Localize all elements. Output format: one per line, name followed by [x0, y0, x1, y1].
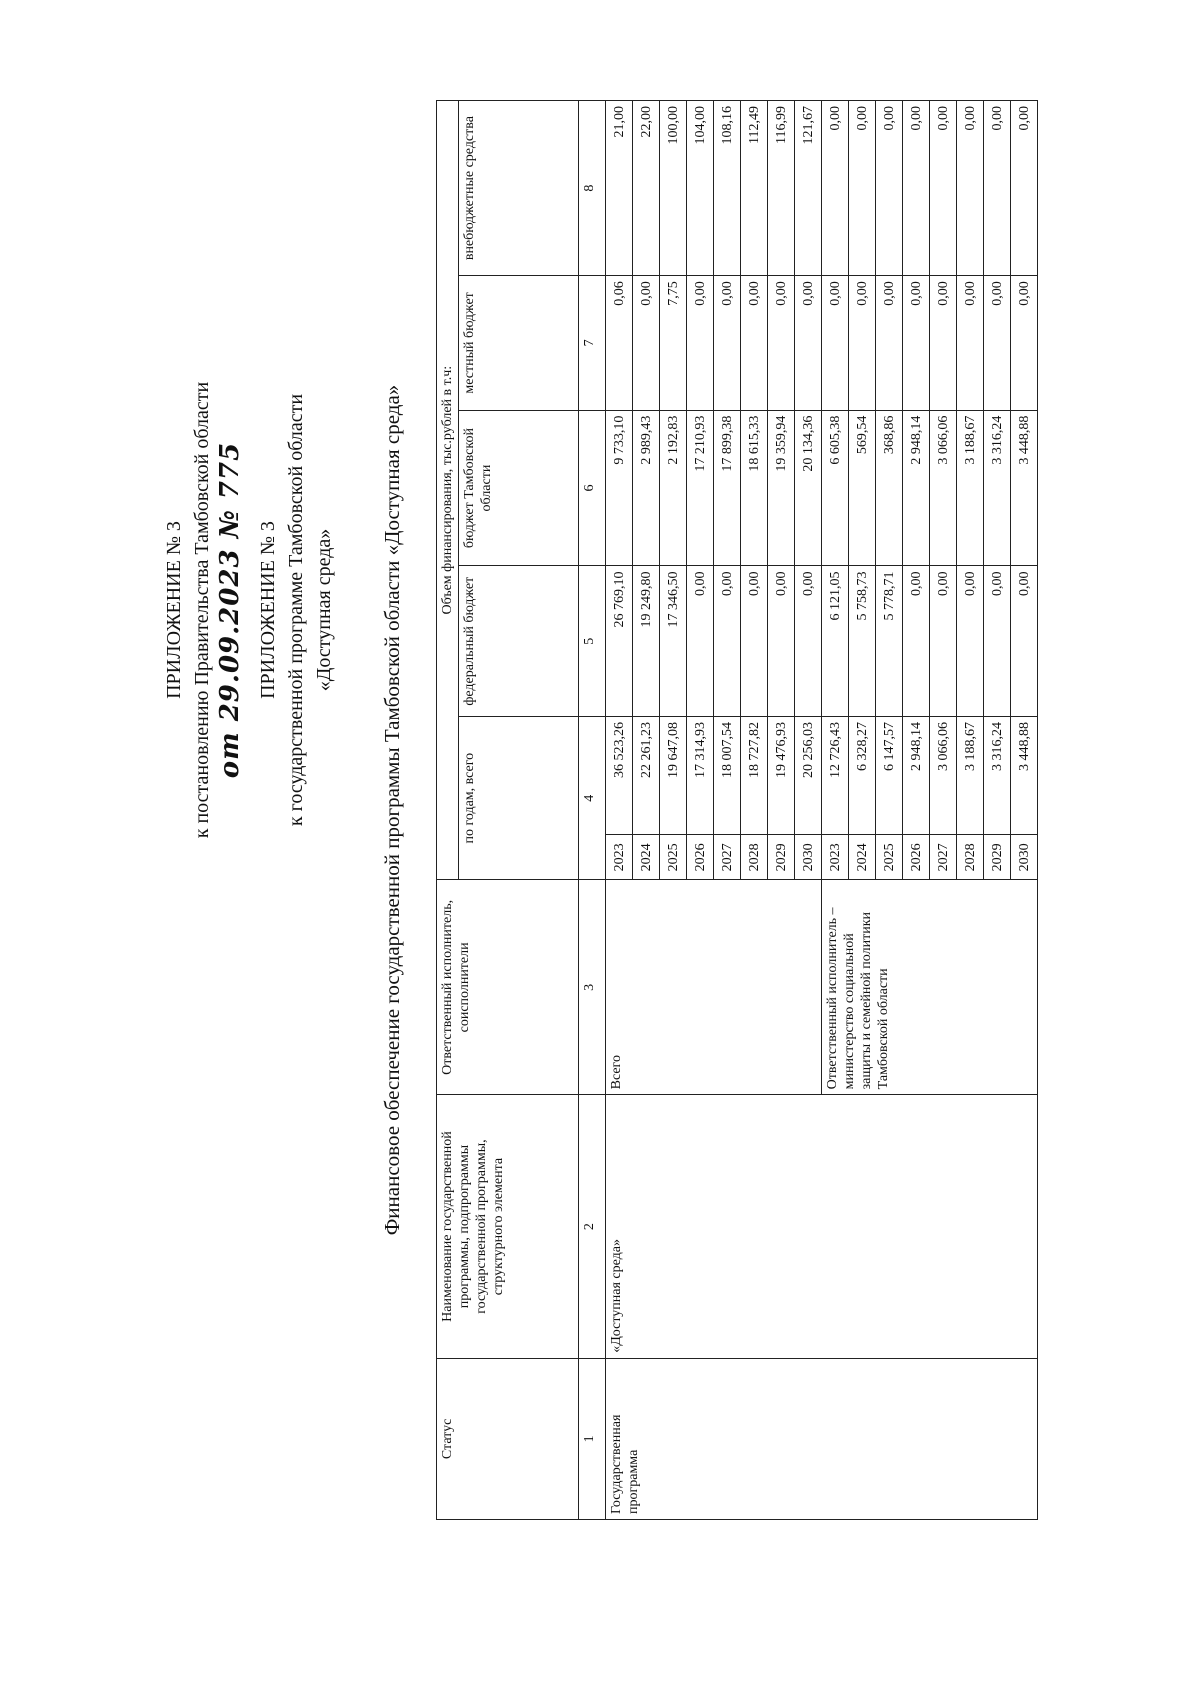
regional-amount-cell: 19 359,94: [768, 410, 795, 566]
federal-amount-cell: 0,00: [741, 566, 768, 717]
extra-amount-cell: 21,00: [606, 101, 633, 276]
regional-amount-cell: 3 316,24: [984, 410, 1011, 566]
total-amount-cell: 17 314,93: [687, 716, 714, 834]
federal-amount-cell: 0,00: [768, 566, 795, 717]
responsible-cell: Ответственный исполнитель – министерство социальной защиты и семейной политики Тамбовской области: [822, 880, 1038, 1095]
year-cell: 2029: [984, 835, 1011, 880]
status-cell: Государственная программа: [606, 1358, 1038, 1519]
federal-amount-cell: 5 758,73: [849, 566, 876, 717]
column-index: 5: [579, 566, 606, 717]
federal-amount-cell: 6 121,05: [822, 566, 849, 717]
local-amount-cell: 0,00: [930, 276, 957, 410]
column-index: 7: [579, 276, 606, 410]
federal-amount-cell: 17 346,50: [660, 566, 687, 717]
local-amount-cell: 0,00: [768, 276, 795, 410]
total-amount-cell: 18 727,82: [741, 716, 768, 834]
total-amount-cell: 36 523,26: [606, 716, 633, 834]
year-cell: 2027: [930, 835, 957, 880]
local-amount-cell: 0,00: [822, 276, 849, 410]
federal-amount-cell: 0,00: [984, 566, 1011, 717]
year-cell: 2026: [903, 835, 930, 880]
year-cell: 2030: [1011, 835, 1038, 880]
total-amount-cell: 20 256,03: [795, 716, 822, 834]
local-amount-cell: 0,00: [714, 276, 741, 410]
appendix-header: [160, 310, 338, 910]
federal-amount-cell: 5 778,71: [876, 566, 903, 717]
year-cell: 2028: [741, 835, 768, 880]
header-federal: федеральный бюджет: [459, 566, 579, 717]
regional-amount-cell: 569,54: [849, 410, 876, 566]
column-index: 4: [579, 716, 606, 879]
decree-date-handwritten: от 29.09.2023 № 775: [215, 441, 245, 779]
header-status: Статус: [437, 1358, 579, 1519]
header-extra: внебюджетные средства: [459, 101, 579, 276]
header-total: по годам, всего: [459, 716, 579, 879]
extra-amount-cell: 0,00: [876, 101, 903, 276]
regional-amount-cell: 3 188,67: [957, 410, 984, 566]
extra-amount-cell: 0,00: [1011, 101, 1038, 276]
local-amount-cell: 0,00: [741, 276, 768, 410]
regional-amount-cell: 6 605,38: [822, 410, 849, 566]
column-index: 8: [579, 101, 606, 276]
regional-amount-cell: 18 615,33: [741, 410, 768, 566]
local-amount-cell: 0,00: [687, 276, 714, 410]
federal-amount-cell: 0,00: [903, 566, 930, 717]
header-local: местный бюджет: [459, 276, 579, 410]
local-amount-cell: 0,00: [1011, 276, 1038, 410]
year-cell: 2023: [822, 835, 849, 880]
regional-amount-cell: 20 134,36: [795, 410, 822, 566]
program-name: «Доступная среда»: [313, 528, 335, 692]
extra-amount-cell: 121,67: [795, 101, 822, 276]
year-cell: 2029: [768, 835, 795, 880]
total-amount-cell: 6 328,27: [849, 716, 876, 834]
federal-amount-cell: 0,00: [930, 566, 957, 717]
decree-reference: к постановлению Правительства Тамбовской области: [191, 381, 213, 839]
year-cell: 2026: [687, 835, 714, 880]
header-volume: Объем финансирования, тыс.рублей в т.ч:: [437, 101, 459, 880]
federal-amount-cell: 0,00: [714, 566, 741, 717]
header-spacer: [244, 310, 254, 910]
regional-amount-cell: 2 989,43: [633, 410, 660, 566]
extra-amount-cell: 0,00: [984, 101, 1011, 276]
local-amount-cell: 0,00: [633, 276, 660, 410]
year-cell: 2030: [795, 835, 822, 880]
local-amount-cell: 0,00: [795, 276, 822, 410]
local-amount-cell: 0,00: [984, 276, 1011, 410]
total-amount-cell: 3 066,06: [930, 716, 957, 834]
regional-amount-cell: 9 733,10: [606, 410, 633, 566]
regional-amount-cell: 2 948,14: [903, 410, 930, 566]
regional-amount-cell: 3 448,88: [1011, 410, 1038, 566]
header-regional: бюджет Тамбовской области: [459, 410, 579, 566]
total-amount-cell: 18 007,54: [714, 716, 741, 834]
total-amount-cell: 2 948,14: [903, 716, 930, 834]
program-name-cell: «Доступная среда»: [606, 1095, 1038, 1358]
extra-amount-cell: 100,00: [660, 101, 687, 276]
federal-amount-cell: 19 249,80: [633, 566, 660, 717]
extra-amount-cell: 104,00: [687, 101, 714, 276]
regional-amount-cell: 3 066,06: [930, 410, 957, 566]
year-cell: 2024: [633, 835, 660, 880]
extra-amount-cell: 0,00: [930, 101, 957, 276]
header-name: Наименование государственной программы, подпрограммы государственной программы, структурного элемента: [437, 1095, 579, 1358]
total-amount-cell: 3 316,24: [984, 716, 1011, 834]
extra-amount-cell: 0,00: [822, 101, 849, 276]
local-amount-cell: 0,06: [606, 276, 633, 410]
federal-amount-cell: 0,00: [957, 566, 984, 717]
extra-amount-cell: 0,00: [957, 101, 984, 276]
year-cell: 2025: [876, 835, 903, 880]
column-index-row: [579, 101, 606, 1520]
total-amount-cell: 3 448,88: [1011, 716, 1038, 834]
total-amount-cell: 19 647,08: [660, 716, 687, 834]
federal-amount-cell: 0,00: [687, 566, 714, 717]
rotated-page: [60, 70, 1060, 1550]
column-index: 1: [579, 1358, 606, 1519]
total-amount-cell: 6 147,57: [876, 716, 903, 834]
table-row: [606, 101, 633, 1520]
year-cell: 2025: [660, 835, 687, 880]
extra-amount-cell: 0,00: [903, 101, 930, 276]
local-amount-cell: 0,00: [957, 276, 984, 410]
local-amount-cell: 0,00: [903, 276, 930, 410]
financing-table-body: [606, 101, 1038, 1520]
extra-amount-cell: 0,00: [849, 101, 876, 276]
regional-amount-cell: 2 192,83: [660, 410, 687, 566]
responsible-cell: Всего: [606, 880, 822, 1095]
local-amount-cell: 7,75: [660, 276, 687, 410]
regional-amount-cell: 17 899,38: [714, 410, 741, 566]
total-amount-cell: 22 261,23: [633, 716, 660, 834]
total-amount-cell: 19 476,93: [768, 716, 795, 834]
year-cell: 2028: [957, 835, 984, 880]
regional-amount-cell: 17 210,93: [687, 410, 714, 566]
document-title: Финансовое обеспечение государственной программы Тамбовской области «Доступная среда»: [380, 384, 404, 1236]
total-amount-cell: 3 188,67: [957, 716, 984, 834]
extra-amount-cell: 116,99: [768, 101, 795, 276]
federal-amount-cell: 0,00: [1011, 566, 1038, 717]
year-cell: 2024: [849, 835, 876, 880]
extra-amount-cell: 112,49: [741, 101, 768, 276]
column-index: 6: [579, 410, 606, 566]
federal-amount-cell: 0,00: [795, 566, 822, 717]
total-amount-cell: 12 726,43: [822, 716, 849, 834]
appendix-number: ПРИЛОЖЕНИЕ № 3: [163, 521, 185, 699]
local-amount-cell: 0,00: [849, 276, 876, 410]
column-index: 3: [579, 880, 606, 1095]
financing-table: [436, 100, 1038, 1520]
year-cell: 2023: [606, 835, 633, 880]
extra-amount-cell: 22,00: [633, 101, 660, 276]
federal-amount-cell: 26 769,10: [606, 566, 633, 717]
local-amount-cell: 0,00: [876, 276, 903, 410]
extra-amount-cell: 108,16: [714, 101, 741, 276]
regional-amount-cell: 368,86: [876, 410, 903, 566]
year-cell: 2027: [714, 835, 741, 880]
column-index: 2: [579, 1095, 606, 1358]
header-responsible: Ответственный исполнитель, соисполнители: [437, 880, 579, 1095]
program-reference: к государственной программе Тамбовской области: [285, 393, 307, 827]
program-appendix-number: ПРИЛОЖЕНИЕ № 3: [257, 521, 279, 699]
